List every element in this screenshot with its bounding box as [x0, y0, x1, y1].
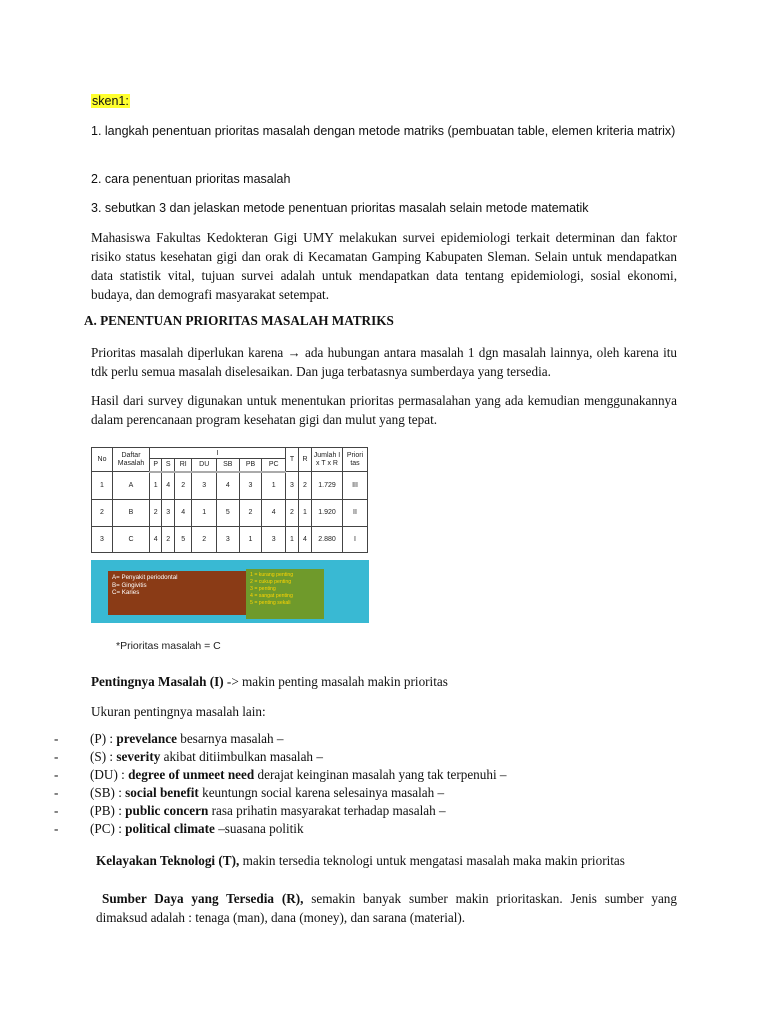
table-cell: 4 [262, 500, 286, 526]
table-cell: 4 [174, 500, 192, 526]
sub-header: P [150, 459, 162, 472]
scale-legend [246, 569, 324, 619]
table-cell: 3 [92, 526, 113, 552]
table-cell: B [113, 500, 150, 526]
table-cell: 4 [299, 526, 312, 552]
table-cell: 2 [286, 500, 299, 526]
survey-paragraph: Hasil dari survey digunakan untuk menentukan prioritas permasalahan yang ada kemudian menggunakannya dalam perencanaan program kesehatan gigi dan mulut yang tepat. [91, 393, 677, 427]
section-heading: A. PENENTUAN PRIORITAS MASALAH MATRIKS [84, 313, 394, 328]
list-item: - (P) : prevelance besarnya masalah – [54, 731, 284, 746]
sub-header: S [162, 459, 174, 472]
table-cell: 2 [162, 526, 174, 552]
table-cell: 4 [150, 526, 162, 552]
table-cell: 1 [286, 526, 299, 552]
col-t: T [286, 448, 299, 472]
resources-text: semakin banyak sumber makin prioritaskan. Jenis sumber yang dimaksud adalah : tenaga (man), dana (money), dan sarana (material). [96, 891, 677, 925]
question-1: 1. langkah penentuan prioritas masalah dengan metode matriks (pembuatan table, elemen kriteria matrix) [91, 124, 676, 138]
table-cell: III [343, 472, 368, 500]
table-cell: 2 [92, 500, 113, 526]
list-item: - (PB) : public concern rasa prihatin masyarakat terhadap masalah – [54, 803, 446, 818]
col-no: No [92, 448, 113, 472]
resources-paragraph [96, 889, 677, 927]
table-cell: C [113, 526, 150, 552]
col-r: R [299, 448, 312, 472]
table-cell: 3 [192, 472, 216, 500]
table-cell: 2 [150, 500, 162, 526]
table-row [92, 500, 368, 526]
table-cell: 1 [239, 526, 262, 552]
table-cell: 3 [262, 526, 286, 552]
sub-header: DU [192, 459, 216, 472]
legend-item: 3 = penting [250, 586, 276, 592]
table-cell: 3 [286, 472, 299, 500]
legend-item: C= Karies [112, 589, 140, 596]
table-cell: I [343, 526, 368, 552]
intro-paragraph: Mahasiswa Fakultas Kedokteran Gigi UMY melakukan survei epidemiologi terkait determinan dan faktor risiko status kesehatan gigi dan orak di Kecamatan Gamping Kabupaten Sleman. Selain untuk mendapatkan data statistik vital, tujuan survei adalah untuk mendapatkan data tentang epidemiologi, sosial ekonomi, budaya, dan demografi masyarakat setempat. [91, 230, 677, 302]
col-jumlah: Jumlah I x T x R [312, 448, 343, 472]
problem-legend [108, 571, 248, 615]
importance-heading [91, 674, 448, 690]
table-cell: 1 [192, 500, 216, 526]
table-cell: 2 [299, 472, 312, 500]
table-cell: 1 [150, 472, 162, 500]
question-3: 3. sebutkan 3 dan jelaskan metode penentuan prioritas masalah selain metode matematik [91, 201, 589, 215]
technology-text: makin tersedia teknologi untuk mengatasi masalah maka makin prioritas [239, 853, 625, 868]
priority-note: *Prioritas masalah = C [116, 640, 221, 652]
technology-title: Kelayakan Teknologi (T), [96, 853, 240, 868]
table-cell: 1.920 [312, 500, 343, 526]
matrix-legend [91, 560, 369, 623]
col-prioritas: Priori tas [343, 448, 368, 472]
table-cell: 1 [92, 472, 113, 500]
sub-header: PC [262, 459, 286, 472]
question-2: 2. cara penentuan prioritas masalah [91, 172, 291, 186]
resources-title: Sumber Daya yang Tersedia (R), [102, 891, 304, 906]
legend-item: 4 = sangat penting [250, 593, 293, 599]
legend-item: B= Gingivitis [112, 581, 147, 589]
table-cell: 5 [216, 500, 239, 526]
table-cell: 3 [239, 472, 262, 500]
table-cell: 3 [216, 526, 239, 552]
table-cell: 1 [299, 500, 312, 526]
priority-matrix-table [91, 447, 368, 553]
technology-paragraph [96, 853, 686, 869]
table-cell: 4 [162, 472, 174, 500]
legend-item: 2 = cukup penting [250, 579, 292, 585]
table-cell: 1 [262, 472, 286, 500]
importance-title: Pentingnya Masalah (I) [91, 674, 224, 689]
list-item: - (SB) : social benefit keuntungn social karena selesainya masalah – [54, 785, 445, 800]
table-cell: 3 [162, 500, 174, 526]
list-item: - (S) : severity akibat ditiimbulkan masalah – [54, 749, 323, 764]
sub-header: RI [174, 459, 192, 472]
col-i: I [150, 448, 286, 459]
table-row [92, 472, 368, 500]
table-cell: 2.880 [312, 526, 343, 552]
sub-header: SB [216, 459, 239, 472]
table-cell: 1.729 [312, 472, 343, 500]
importance-title-rest: -> makin penting masalah makin prioritas [223, 674, 448, 689]
table-cell: 2 [192, 526, 216, 552]
legend-item: A= Penyakit periodontal [112, 574, 178, 581]
table-cell: 2 [174, 472, 192, 500]
table-row [92, 526, 368, 552]
importance-list [54, 730, 507, 838]
legend-item: 1 = kurang penting [250, 572, 294, 578]
table-cell: 5 [174, 526, 192, 552]
importance-subheading: Ukuran pentingnya masalah lain: [91, 704, 266, 719]
table-cell: II [343, 500, 368, 526]
document-tag [91, 94, 130, 108]
list-item: - (PC) : political climate –suasana politik [54, 821, 304, 836]
list-item: - (DU) : degree of unmeet need derajat keinginan masalah yang tak terpenuhi – [54, 767, 507, 782]
table-cell: 2 [239, 500, 262, 526]
sub-header: PB [239, 459, 262, 472]
table-cell: 4 [216, 472, 239, 500]
priority-paragraph: Prioritas masalah diperlukan karena → ada hubungan antara masalah 1 dgn masalah lainnya, oleh karena itu tdk perlu semua masalah diselesaikan. Dan juga terbatasnya sumberdaya yang tersedia. [91, 345, 677, 379]
highlighted-tag: sken1: [92, 94, 129, 108]
legend-item: 5 = penting sekali [250, 600, 291, 606]
col-daftar: Daftar Masalah [113, 448, 150, 472]
table-cell: A [113, 472, 150, 500]
